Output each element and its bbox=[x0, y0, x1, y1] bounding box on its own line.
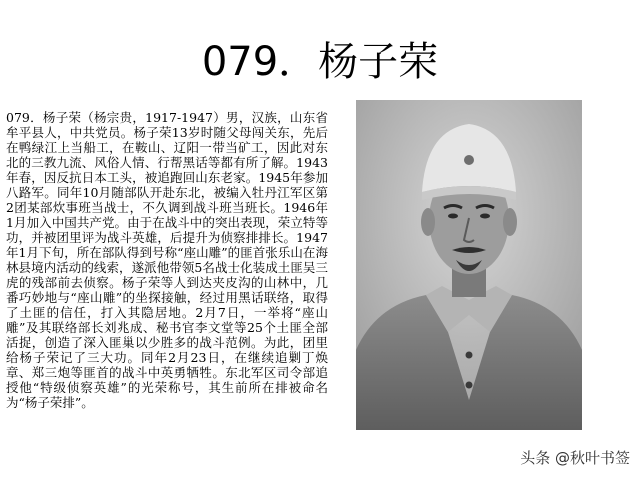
biography-text: 079．杨子荣（杨宗贵，1917-1947）男，汉族，山东省牟平县人，中共党员。杨子荣13岁时随父母闯关东，先后在鸭绿江上当船工，在鞍山、辽阳一带当矿工，因此对东北的三教九流、风俗人情、行帮黑话等都有所了解。1943年春，因反抗日本工头，被追跑回山东老家。1945年参加八路军。同年10月随部队开赴东北，被编入牡丹江军区第2团某部炊事班当战士，不久调到战斗班当班长。1946年1月加入中国共产党。由于在战斗中的突出表现，荣立特等功，并被团里评为战斗英雄，后提升为侦察排排长。1947年1月下旬，所在部队得到号称“座山雕”的匪首张乐山在海林县境内活动的线索，遂派他带领5名战士化装成土匪吴三虎的残部前去侦察。杨子荣等人到达夹皮沟的山林中，几番巧妙地与“座山雕”的坐探接触，经过用黑话联络，取得了土匪的信任，打入其隐居地。2月7日，一举将“座山雕”及其联络部长刘兆成、秘书官李文堂等25个土匪全部活捉，创造了深入匪巢以少胜多的战斗范例。为此，团里给杨子荣记了三大功。同年2月23日，在继续追剿丁焕章、郑三炮等匪首的战斗中英勇牺牲。东北军区司令部追授他“特级侦察英雄”的光荣称号，其生前所在排被命名为“杨子荣排”。 bbox=[6, 110, 328, 410]
portrait-photo bbox=[356, 100, 582, 430]
slide-title: 079．杨子荣 bbox=[201, 39, 439, 85]
watermark-text: 头条 @秋叶书签 bbox=[520, 449, 630, 467]
